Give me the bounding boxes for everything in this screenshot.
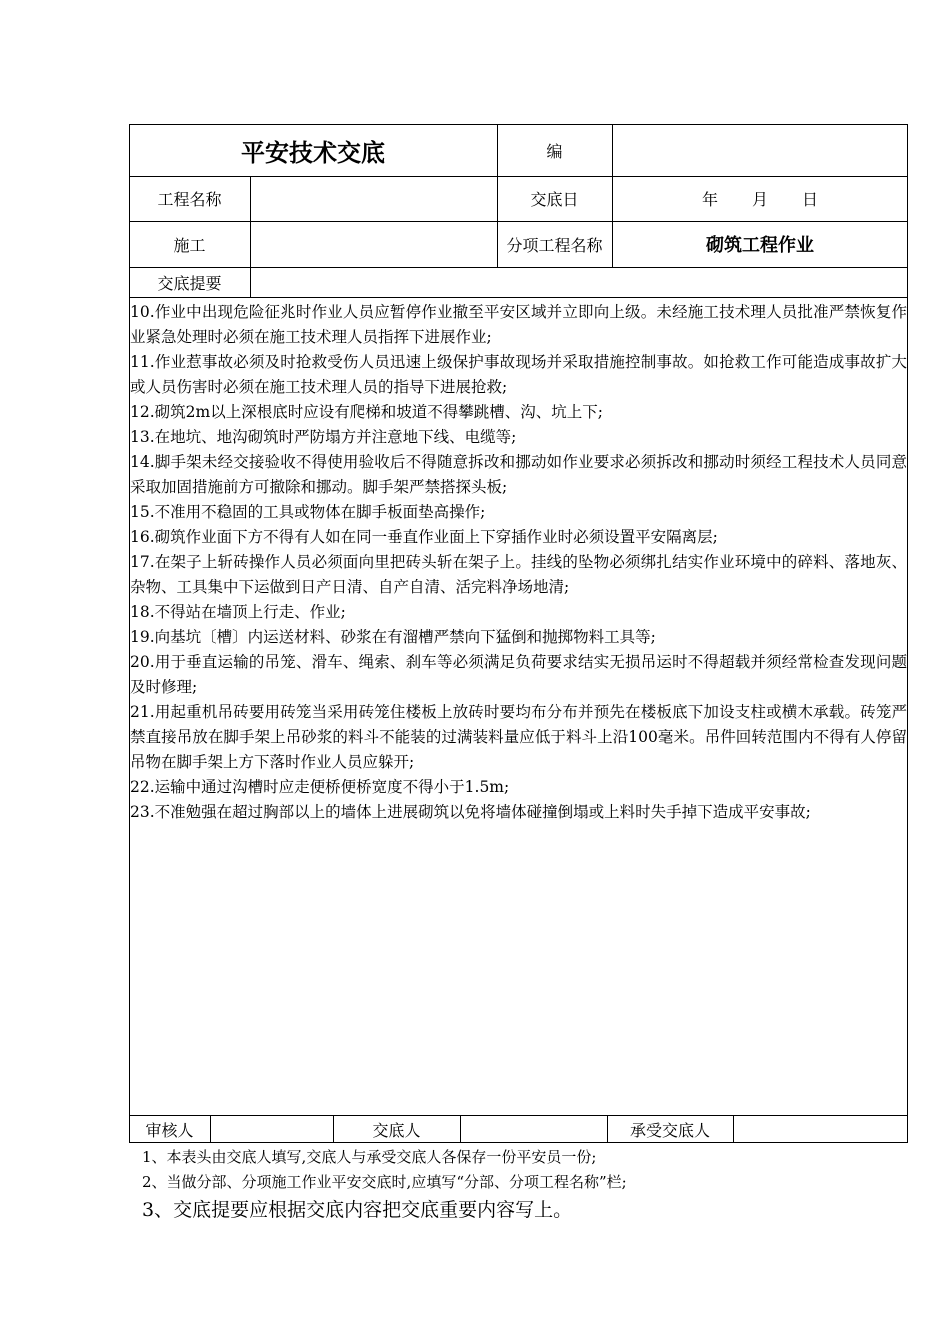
summary-field[interactable] bbox=[250, 267, 908, 297]
content-item: 23.不准勉强在超过胸部以上的墙体上进展砌筑以免将墙体碰撞倒塌或上料时失手掉下造成平安事故; bbox=[130, 803, 811, 821]
content-item: 15.不准用不稳固的工具或物体在脚手板面垫高操作; bbox=[130, 503, 486, 521]
content-item: 10.作业中出现危险征兆时作业人员应暂停作业撤至平安区域并立即向上级。未经施工技术理人员批准严禁恢复作业紧急处理时必须在施工技术理人员指挥下进展作业; bbox=[130, 303, 907, 346]
content-item: 22.运输中通过沟槽时应走便桥便桥宽度不得小于1.5m; bbox=[130, 778, 510, 796]
form-title: 平安技术交底 bbox=[241, 138, 385, 167]
content-item: 13.在地坑、地沟砌筑时严防塌方并注意地下线、电缆等; bbox=[130, 428, 517, 446]
content-item: 21.用起重机吊砖要用砖笼当采用砖笼住楼板上放砖时要均布分布并预先在楼板底下加设支柱或横木承载。砖笼严禁直接吊放在脚手架上吊砂浆的料斗不能装的过满装料量应低于料斗上沿100毫米。吊件回转范围内不得有人停留吊物在脚手架上方下落时作业人员应躲开; bbox=[130, 703, 907, 771]
content-item: 16.砌筑作业面下方不得有人如在同一垂直作业面上下穿插作业时必须设置平安隔离层; bbox=[130, 528, 718, 546]
reviewer-field[interactable] bbox=[210, 1115, 333, 1143]
date-year: 年 bbox=[701, 190, 718, 209]
content-item: 18.不得站在墙顶上行走、作业; bbox=[130, 603, 346, 621]
receiver-label: 承受交底人 bbox=[629, 1120, 710, 1140]
content-item: 14.脚手架未经交接验收不得使用验收后不得随意拆改和挪动如作业要求必须拆改和挪动时须经工程技术人员同意采取加固措施前方可撤除和挪动。脚手架严禁搭探头板; bbox=[130, 453, 907, 496]
discloser-field[interactable] bbox=[460, 1115, 607, 1143]
reviewer-label: 审核人 bbox=[145, 1120, 194, 1140]
form-notes bbox=[142, 1145, 902, 1225]
construction-field[interactable] bbox=[250, 221, 497, 267]
content-item: 20.用于垂直运输的吊笼、滑车、绳索、刹车等必须满足负荷要求结实无损吊运时不得超载并须经常检查发现问题及时修理; bbox=[130, 653, 907, 696]
date-label: 交底日 bbox=[530, 190, 579, 209]
note-item: 1、本表头由交底人填写,交底人与承受交底人各保存一份平安员一份; bbox=[142, 1148, 597, 1166]
discloser-label: 交底人 bbox=[372, 1120, 421, 1140]
construction-label: 施工 bbox=[173, 235, 206, 255]
content-item: 11.作业惹事故必须及时抢救受伤人员迅速上级保护事故现场并采取措施控制事故。如抢救工作可能造成事故扩大或人员伤害时必须在施工技术理人员的指导下进展抢救; bbox=[130, 353, 907, 396]
sub-project-label: 分项工程名称 bbox=[506, 235, 603, 255]
note-item: 2、当做分部、分项施工作业平安交底时,应填写“分部、分项工程名称”栏; bbox=[142, 1173, 627, 1191]
date-field[interactable] bbox=[612, 176, 908, 221]
project-name-field[interactable] bbox=[250, 176, 497, 221]
summary-label: 交底提要 bbox=[157, 273, 222, 293]
code-label: 编 bbox=[546, 141, 563, 161]
row-divider bbox=[129, 297, 908, 298]
date-month: 月 bbox=[751, 190, 768, 209]
content-item: 17.在架子上斩砖操作人员必须面向里把砖头斩在架子上。挂线的坠物必须绑扎结实作业环境中的碎料、落地灰、杂物、工具集中下运做到日产日清、自产自清、活完料净场地清; bbox=[130, 553, 907, 596]
code-field[interactable] bbox=[612, 124, 908, 176]
project-name-label: 工程名称 bbox=[157, 190, 222, 209]
date-day: 日 bbox=[802, 190, 819, 209]
sub-project-value: 砌筑工程作业 bbox=[706, 235, 814, 256]
receiver-field[interactable] bbox=[733, 1115, 908, 1143]
content-item: 19.向基坑〔槽〕内运送材料、砂浆在有溜槽严禁向下猛倒和抛掷物料工具等; bbox=[130, 628, 656, 646]
disclosure-content bbox=[130, 300, 907, 825]
content-item: 12.砌筑2m以上深根底时应设有爬梯和坡道不得攀跳槽、沟、坑上下; bbox=[130, 403, 603, 421]
note-item: 3、交底提要应根据交底内容把交底重要内容写上。 bbox=[142, 1199, 573, 1221]
